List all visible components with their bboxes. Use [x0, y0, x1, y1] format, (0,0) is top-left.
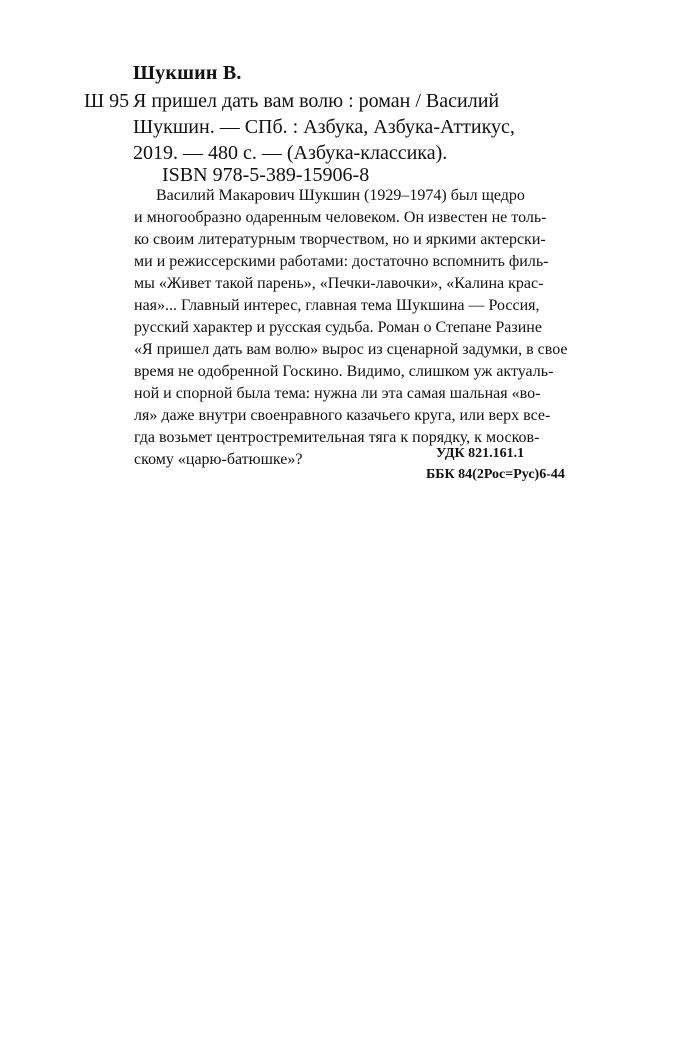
annotation-line: скому «царю-батюшке»? — [134, 451, 303, 468]
annotation-line: мы «Живет такой парень», «Печки-лавочки», «Калина крас- — [134, 275, 544, 292]
annotation-line: ная»... Главный интерес, главная тема Шукшина — Россия, — [134, 297, 540, 314]
author-heading: Шукшин В. — [133, 62, 242, 84]
annotation-line: ля» даже внутри своенравного казачьего круга, или верх все- — [134, 407, 551, 424]
bibliographic-line: Шукшин. — СПб. : Азбука, Азбука-Аттикус, — [133, 116, 515, 138]
udk-code: УДК 821.161.1 — [436, 446, 525, 461]
author-cipher: Ш 95 — [84, 90, 130, 112]
annotation-line: Василий Макарович Шукшин (1929–1974) был щедро — [156, 187, 525, 204]
annotation-line: «Я пришел дать вам волю» вырос из сценарной задумки, в свое — [134, 341, 568, 358]
bibliographic-line: Я пришел дать вам волю : роман / Василий — [133, 90, 500, 112]
annotation-line: гда возьмет центростремительная тяга к порядку, к москов- — [134, 429, 540, 446]
annotation-line: ко своим литературным творчеством, но и яркими актерски- — [134, 231, 546, 248]
annotation-line: ми и режиссерскими работами: достаточно вспомнить филь- — [134, 253, 549, 270]
annotation-line: ной и спорной была тема: нужна ли эта самая шальная «во- — [134, 385, 541, 402]
bbk-code: ББК 84(2Рос=Рус)6-44 — [426, 467, 565, 482]
annotation-line: и многообразно одаренным человеком. Он известен не толь- — [134, 209, 547, 226]
isbn: ISBN 978-5-389-15906-8 — [162, 164, 370, 186]
annotation-line: русский характер и русская судьба. Роман о Степане Разине — [134, 319, 542, 336]
annotation-line: время не одобренной Госкино. Видимо, слишком уж актуаль- — [134, 363, 554, 380]
bibliographic-line: 2019. — 480 с. — (Азбука-классика). — [133, 142, 448, 164]
